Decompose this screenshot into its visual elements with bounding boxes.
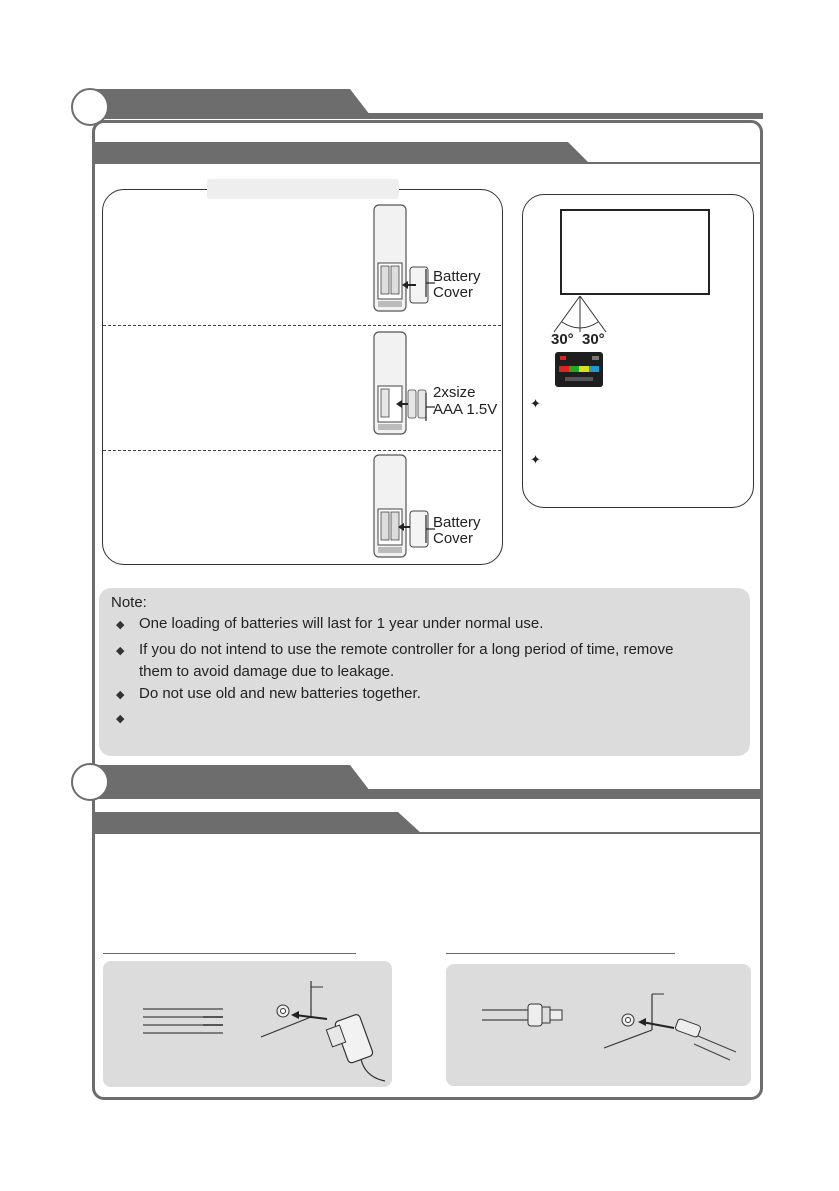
section2-number-circle (71, 763, 109, 801)
battery-cover-label-3b: Cover (433, 530, 474, 547)
note-title: Note: (111, 594, 147, 611)
range-angle-illustration (540, 296, 620, 336)
note-bullet-4: ◆ (116, 713, 125, 725)
note-item-2: If you do not intend to use the remote controller for a long period of time, remove (139, 641, 674, 658)
section2-subheader-slant (392, 812, 424, 834)
note-item-1: One loading of batteries will last for 1 year under normal use. (139, 615, 544, 632)
battery-panel-title-bar (207, 179, 399, 199)
range-note-bullet-2: ✦ (530, 452, 541, 467)
remote-front-icon (555, 352, 603, 387)
section1-subheader-slant (562, 142, 592, 164)
section2-header-slant (340, 765, 370, 791)
battery-cover-label-1a: Battery (433, 268, 481, 285)
range-note-bullet-1: ✦ (530, 396, 541, 411)
battery-cover-label-3a: Battery (433, 514, 481, 531)
note-bullet-2: ◆ (116, 645, 125, 657)
tv-screen-illustration (560, 209, 710, 295)
battery-voltage-label: AAA 1.5V (433, 401, 498, 418)
section2-header-bar (93, 789, 763, 799)
coaxial-cable-illustration (446, 964, 751, 1086)
section1-header-bar (90, 113, 763, 119)
section1-header-tab (90, 89, 350, 115)
section1-header-slant (340, 89, 370, 115)
section2-subheader-line (93, 832, 760, 834)
section2-header-tab (90, 765, 350, 791)
battery-size-label: 2xsize (433, 384, 476, 401)
note-bullet-1: ◆ (116, 619, 125, 631)
note-item-2-cont: them to avoid damage due to leakage. (139, 663, 395, 680)
note-item-3: Do not use old and new batteries together. (139, 685, 421, 702)
section1-subheader (93, 142, 568, 164)
angle-label-right: 30° (582, 331, 605, 348)
battery-install-panel (102, 189, 503, 565)
note-bullet-3: ◆ (116, 689, 125, 701)
twin-lead-cable-illustration (103, 961, 392, 1087)
left-caption-underline (103, 953, 356, 954)
remote-close-cover-illustration (360, 453, 435, 561)
section1-subheader-line (93, 162, 760, 164)
right-caption-underline (446, 953, 675, 954)
section2-subheader (93, 812, 398, 834)
step-divider-2 (103, 450, 501, 451)
battery-cover-label-1b: Cover (433, 284, 474, 301)
angle-label-left: 30° (551, 331, 574, 348)
step-divider-1 (103, 325, 501, 326)
